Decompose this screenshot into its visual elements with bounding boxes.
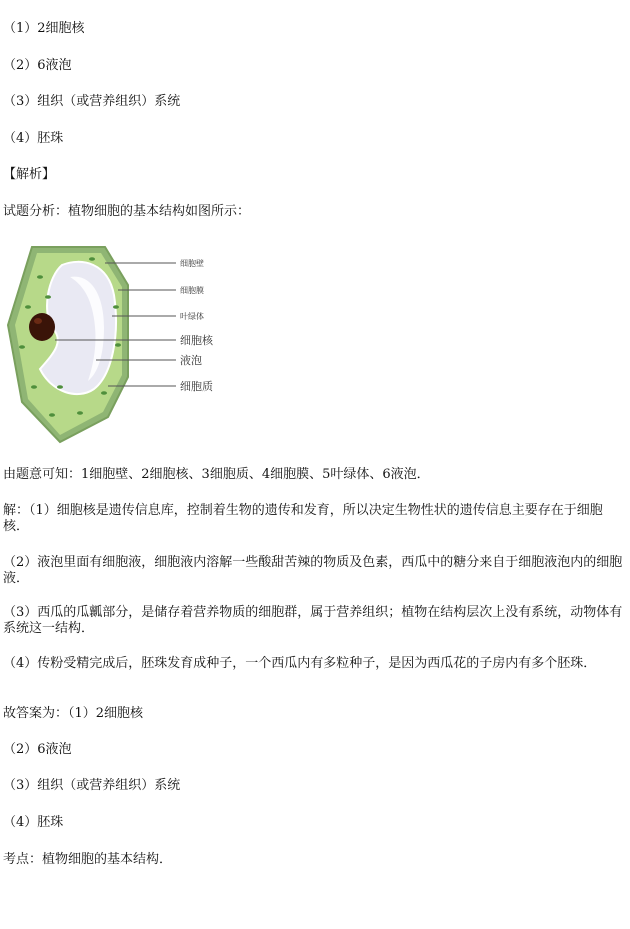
label-cytoplasm: 细胞质 (180, 380, 213, 393)
label-nucleus: 细胞核 (180, 334, 213, 347)
kaodian: 考点：植物细胞的基本结构． (3, 852, 173, 867)
solution-4: （4）传粉受精完成后，胚珠发育成种子，一个西瓜内有多粒种子，是因为西瓜花的子房内有多个胚珠． (3, 656, 597, 671)
analysis-header: 【解析】 (3, 167, 56, 182)
answer-4: （4）胚珠 (3, 131, 64, 146)
analysis-intro: 试题分析：植物细胞的基本结构如图所示： (3, 204, 251, 219)
label-chloroplast: 叶绿体 (180, 312, 204, 321)
final-answer-intro: 故答案为：（1）2细胞核 (3, 706, 144, 721)
nucleus-highlight (34, 318, 42, 324)
final-answer-3: （3）组织（或营养组织）系统 (3, 778, 181, 793)
answer-1: （1）2细胞核 (3, 21, 85, 36)
answer-3: （3）组织（或营养组织）系统 (3, 94, 181, 109)
solution-3: （3）西瓜的瓜瓤部分，是储存着营养物质的细胞群，属于营养组织；植物在结构层次上没有系统，动物体有系统这一结构． (3, 605, 623, 636)
final-answer-2: （2）6液泡 (3, 742, 72, 757)
plant-cell-diagram (0, 237, 240, 447)
label-cell-wall: 细胞壁 (180, 259, 204, 268)
label-vacuole: 液泡 (180, 354, 202, 367)
nucleus (29, 313, 55, 341)
answer-2: （2）6液泡 (3, 58, 72, 73)
solution-2: （2）液泡里面有细胞液，细胞液内溶解一些酸甜苦辣的物质及色素，西瓜中的糖分来自于细胞液泡内的细胞液． (3, 555, 623, 586)
solution-1: 解：（1）细胞核是遗传信息库，控制着生物的遗传和发育，所以决定生物性状的遗传信息主要存在于细胞核． (3, 503, 603, 534)
final-answer-4: （4）胚珠 (3, 815, 64, 830)
label-cell-membrane: 细胞膜 (180, 286, 204, 295)
known-info: 由题意可知：1细胞壁、2细胞核、3细胞质、4细胞膜、5叶绿体、6液泡． (3, 467, 430, 482)
